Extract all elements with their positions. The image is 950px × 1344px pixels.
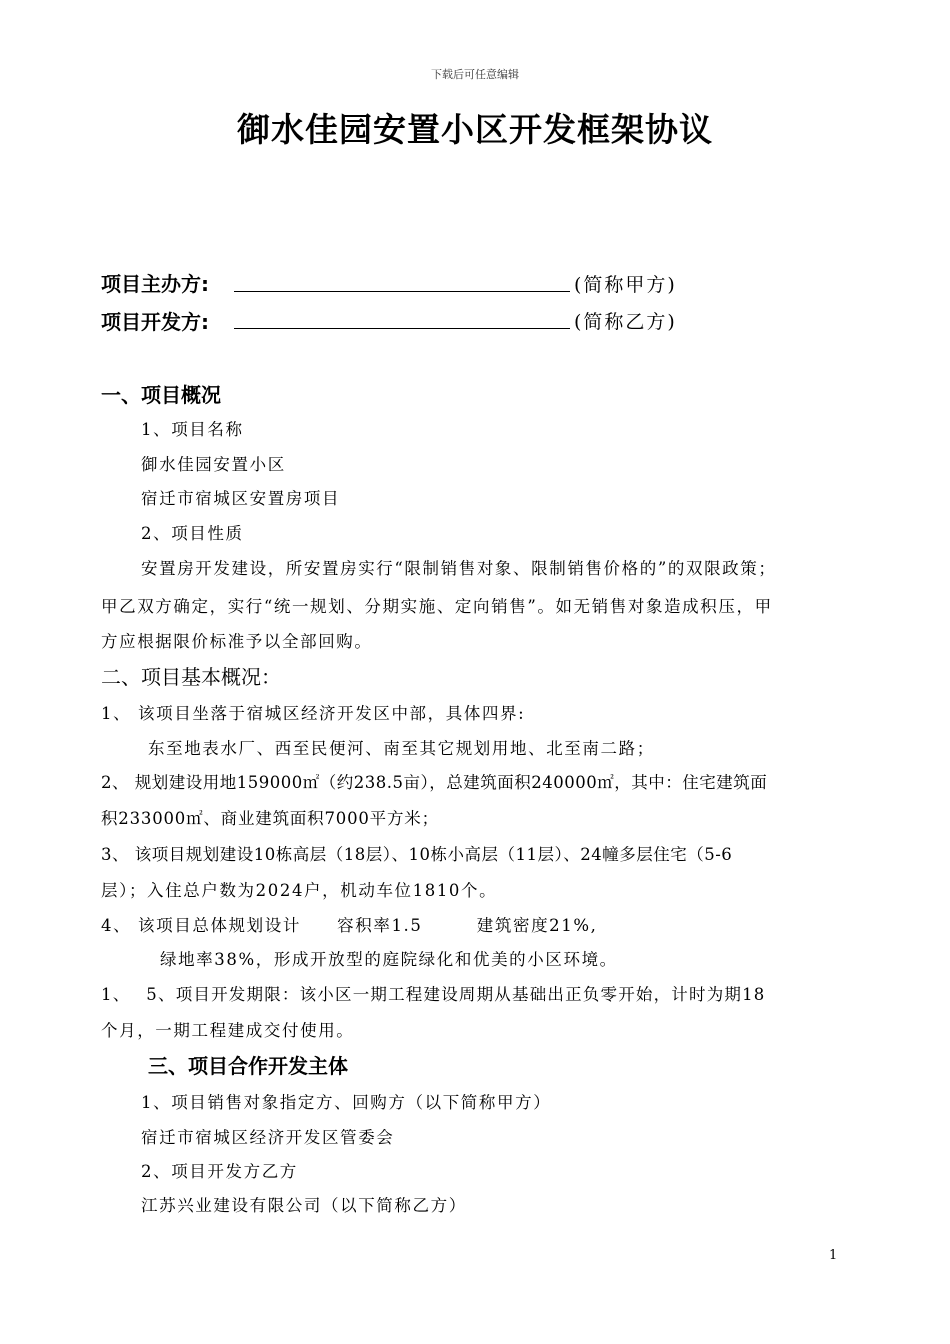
party-a-suffix: (简称甲方) [574, 274, 677, 296]
section-2-line: 个月，一期工程建成交付使用。 [101, 1021, 355, 1040]
section-3-line: 2、项目开发方乙方 [141, 1162, 298, 1181]
section-3-line: 宿迁市宿城区经济开发区管委会 [141, 1128, 395, 1147]
party-b-label: 项目开发方: [101, 310, 209, 334]
party-b-blank-line [234, 328, 570, 329]
section-2-line: 东至地表水厂、西至民便河、南至其它规划用地、北至南二路； [148, 739, 655, 758]
section-1-line: 方应根据限价标准予以全部回购。 [101, 632, 373, 651]
party-a-label: 项目主办方: [101, 272, 209, 296]
section-2-line: 层）；入住总户数为2024户，机动车位1810个。 [101, 881, 498, 900]
section-1-line: 2、项目性质 [141, 524, 244, 543]
party-a-blank-line [234, 291, 570, 292]
section-3-heading: 三、项目合作开发主体 [148, 1054, 348, 1078]
section-2-line: 1、 该项目坐落于宿城区经济开发区中部，具体四界: [101, 704, 526, 723]
section-1-line: 宿迁市宿城区安置房项目 [141, 489, 341, 508]
section-3-line: 江苏兴业建设有限公司（以下简称乙方） [141, 1196, 467, 1215]
section-1-heading: 一、项目概况 [101, 383, 221, 407]
document-title: 御水佳园安置小区开发框架协议 [237, 110, 713, 149]
section-2-line: 积233000㎡、商业建筑面积7000平方米； [101, 809, 439, 828]
page-number: 1 [829, 1248, 838, 1263]
section-2-heading: 二、项目基本概况： [101, 665, 281, 689]
section-1-line: 甲乙双方确定，实行“统一规划、分期实施、定向销售”。如无销售对象造成积压，甲 [101, 597, 773, 616]
section-2-line: 2、 规划建设用地159000㎡（约238.5亩），总建筑面积240000㎡，其中：住宅建筑面 [101, 773, 768, 792]
section-3-line: 1、项目销售对象指定方、回购方（以下简称甲方） [141, 1093, 552, 1112]
section-2-line: 3、 该项目规划建设10栋高层（18层）、10栋小高层（11层）、24幢多层住宅（5-6 [101, 845, 733, 864]
section-2-line: 1、 5、项目开发期限：该小区一期工程建设周期从基础出正负零开始，计时为期18 [101, 985, 766, 1004]
section-1-line: 1、项目名称 [141, 420, 244, 439]
section-1-line: 安置房开发建设，所安置房实行“限制销售对象、限制销售价格的”的双限政策； [141, 559, 777, 578]
section-1-line: 御水佳园安置小区 [141, 455, 286, 474]
section-2-line: 绿地率38%，形成开放型的庭院绿化和优美的小区环境。 [160, 950, 618, 969]
watermark-text: 下载后可任意编辑 [431, 68, 519, 81]
party-b-suffix: (简称乙方) [574, 311, 677, 333]
section-2-line: 4、 该项目总体规划设计 容积率1.5 建筑密度21%, [101, 916, 598, 935]
